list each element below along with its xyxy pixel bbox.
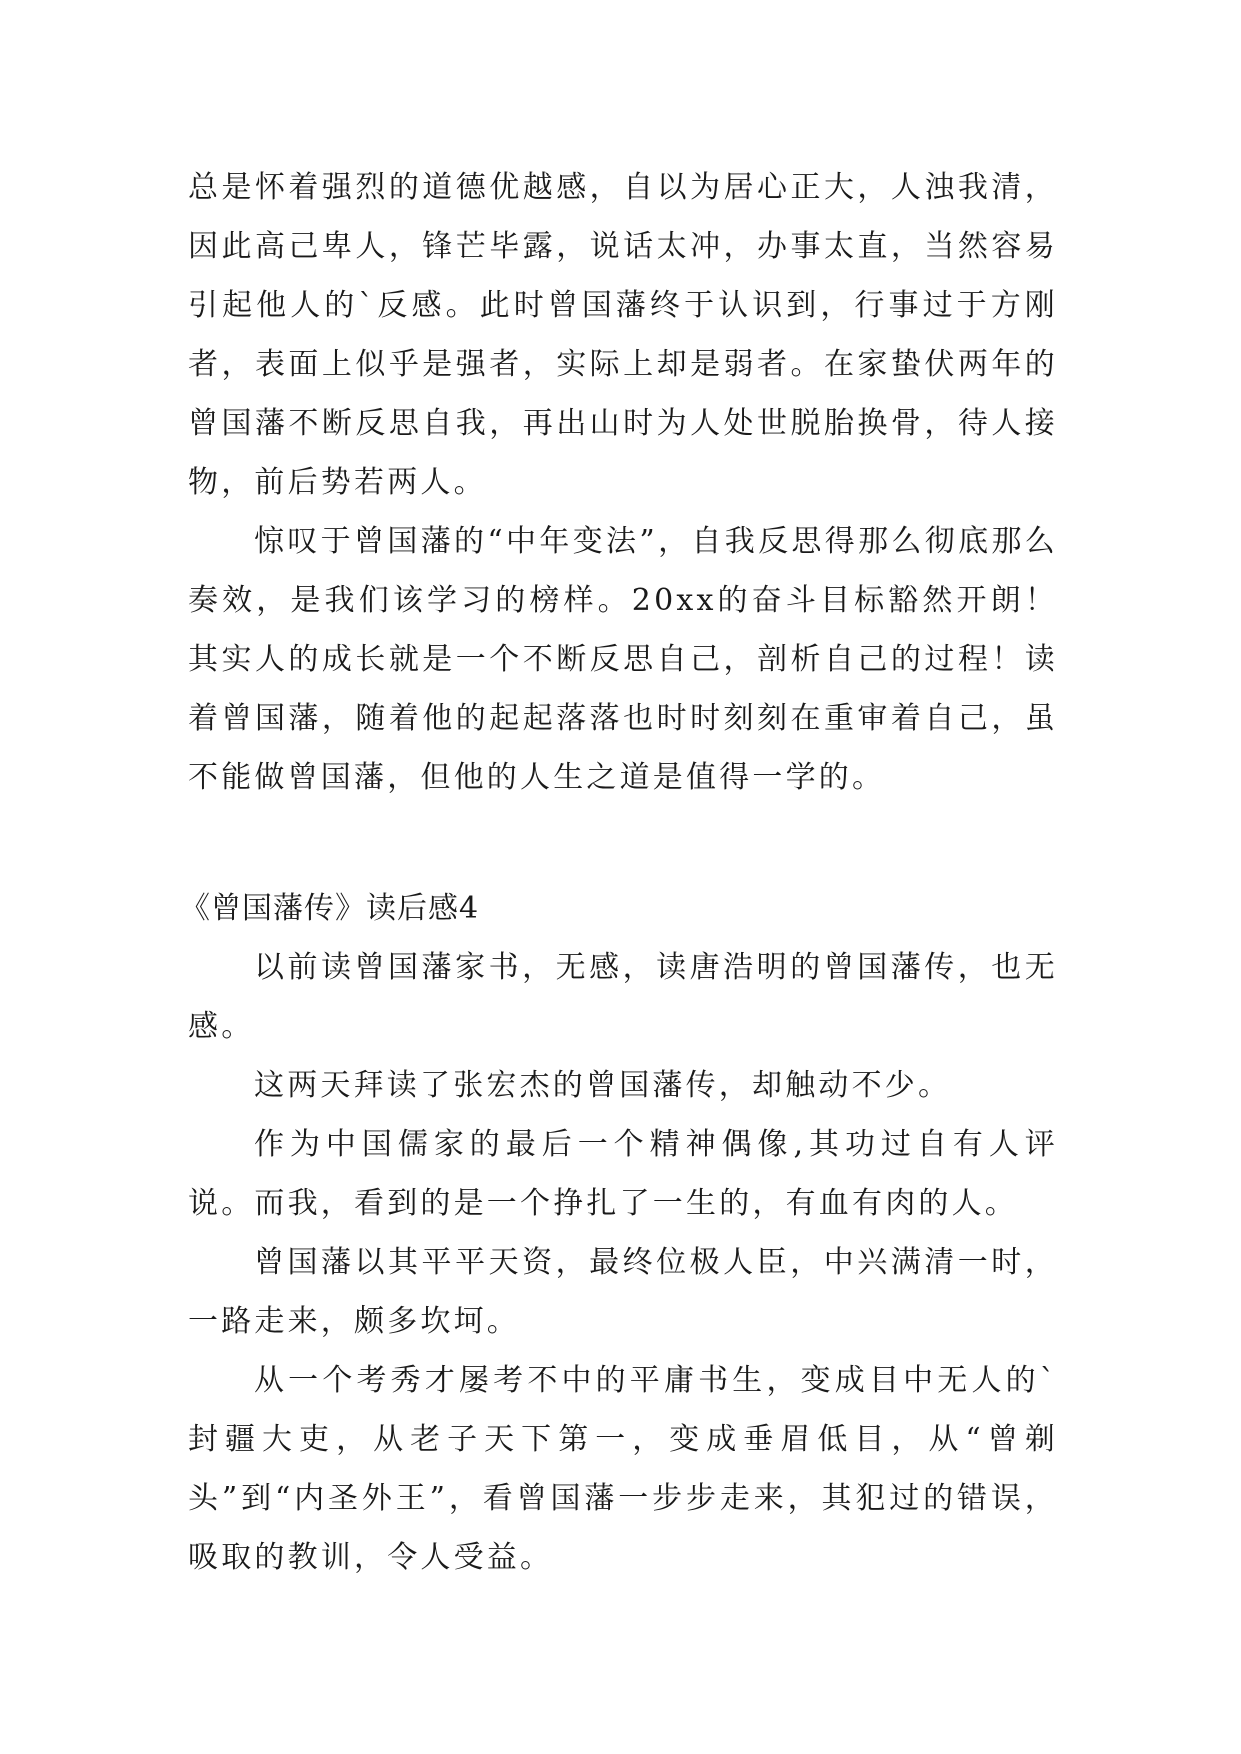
- document-body: [180, 158, 1058, 1587]
- paragraph-1: 总是怀着强烈的道德优越感，自以为居心正大，人浊我清，因此高己卑人，锋芒毕露，说话太冲，办事太直，当然容易引起他人的`反感。此时曾国藩终于认识到，行事过于方刚者，表面上似乎是强者，实际上却是弱者。在家蛰伏两年的曾国藩不断反思自我，再出山时为人处世脱胎换骨，待人接物，前后势若两人。: [188, 170, 1058, 500]
- paragraph-2: 惊叹于曾国藩的“中年变法”，自我反思得那么彻底那么奏效，是我们该学习的榜样。20xx的奋斗目标豁然开朗！其实人的成长就是一个不断反思自己，剖析自己的过程！读着曾国藩，随着他的起起落落也时时刻刻在重审着自己，虽不能做曾国藩，但他的人生之道是值得一学的。: [188, 524, 1058, 795]
- section-heading: 《曾国藩传》读后感4: [180, 891, 480, 926]
- paragraph-5: 作为中国儒家的最后一个精神偶像,其功过自有人评说。而我，看到的是一个挣扎了一生的，有血有肉的人。: [188, 1127, 1058, 1221]
- paragraph-4: 这两天拜读了张宏杰的曾国藩传，却触动不少。: [254, 1068, 952, 1103]
- paragraph-6: 曾国藩以其平平天资，最终位极人臣，中兴满清一时，一路走来，颇多坎坷。: [188, 1245, 1058, 1339]
- paragraph-7: 从一个考秀才屡考不中的平庸书生，变成目中无人的`封疆大吏，从老子天下第一，变成垂眉低目，从“曾剃头”到“内圣外王”，看曾国藩一步步走来，其犯过的错误，吸取的教训，令人受益。: [188, 1363, 1058, 1575]
- paragraph-3: 以前读曾国藩家书，无感，读唐浩明的曾国藩传，也无感。: [188, 950, 1058, 1044]
